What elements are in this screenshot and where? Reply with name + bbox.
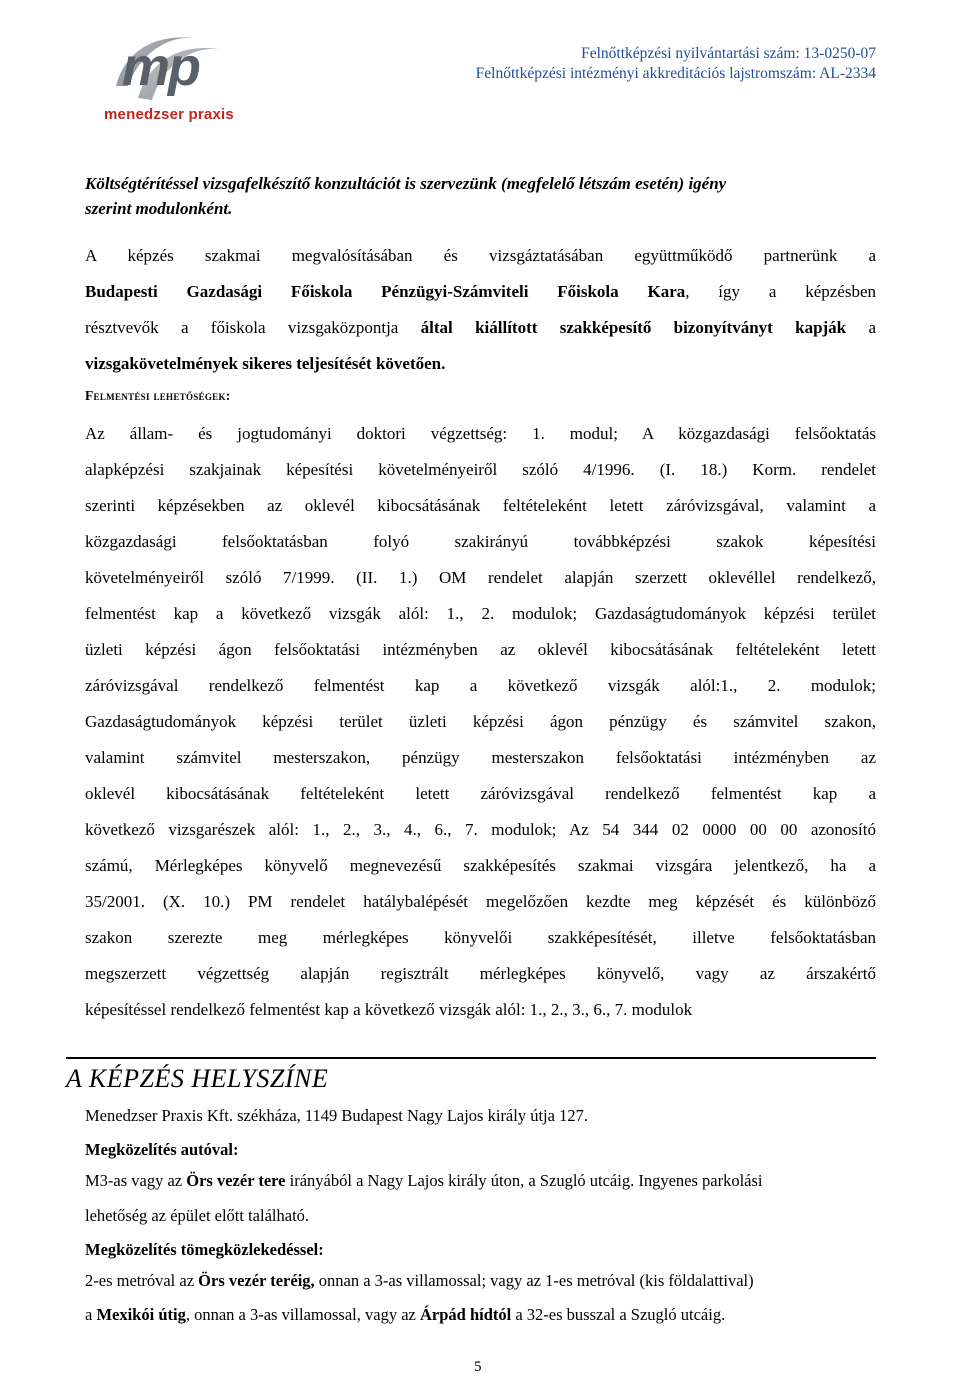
transit-landmark: Mexikói útig [96, 1305, 186, 1324]
partner-text: a [846, 318, 876, 337]
partner-line [85, 346, 876, 382]
exemption-paragraph [85, 416, 876, 1028]
exemption-line: Gazdaságtudományok képzési terület üzleti képzési ágon pénzügy és számvitel szakon, [85, 712, 876, 731]
location-address: Menedzser Praxis Kft. székháza, 1149 Budapest Nagy Lajos király útja 127. [85, 1106, 588, 1125]
page-number: 5 [474, 1359, 482, 1375]
exemption-line: alapképzési szakjainak képesítési követelményeiről szóló 4/1996. (I. 18.) Korm. rendelet [85, 460, 876, 479]
section-divider [66, 1057, 876, 1059]
exemption-line: megszerzett végzettség alapján regisztrált mérlegképes könyvelő, vagy az árszakértő [85, 964, 876, 983]
exemption-line: következő vizsgarészek alól: 1., 2., 3., 4., 6., 7. modulok; Az 54 344 02 0000 00 00 azonosító [85, 820, 876, 839]
partner-line [85, 310, 876, 346]
transit-directions-line [85, 1306, 876, 1324]
car-landmark: Örs vezér tere [186, 1171, 286, 1190]
logo-brand-text: menedzser praxis [104, 106, 234, 123]
registration-number: Felnőttképzési nyilvántartási szám: 13-0250-07 [581, 45, 876, 62]
car-text: irányából a Nagy Lajos király úton, a Szugló utcáig. Ingyenes parkolási [285, 1171, 763, 1190]
exemption-line: számú, Mérlegképes könyvelő megnevezésű szakképesítés szakmai vizsgára jelentkező, ha a [85, 856, 876, 875]
car-text: M3-as vagy az [85, 1171, 187, 1190]
car-directions-line: lehetőség az épület előtt található. [85, 1206, 310, 1225]
partner-text: , így a képzésben [685, 282, 876, 301]
partner-paragraph [85, 238, 876, 382]
car-directions-line [85, 1172, 876, 1190]
partner-line: A képzés szakmai megvalósításában és vizsgáztatásában együttműködő partnerünk a [85, 246, 876, 265]
consultation-note [85, 171, 876, 221]
exemption-line: üzleti képzési ágon felsőoktatási intézményben az oklevél kibocsátásának feltételeként letett [85, 640, 876, 659]
exemption-line: oklevél kibocsátásának feltételeként letett záróvizsgával rendelkező felmentést kap a [85, 784, 876, 803]
transit-text: 2-es metróval az [85, 1271, 199, 1290]
transit-directions-line [85, 1272, 876, 1290]
transit-landmark: Örs vezér teréig, [198, 1271, 315, 1290]
exemption-line: közgazdasági felsőoktatásban folyó szakirányú továbbképzési szakok képesítési [85, 532, 876, 551]
exemption-line: követelményeiről szóló 7/1999. (II. 1.) OM rendelet alapján szerzett oklevéllel rendelkező, [85, 568, 876, 587]
exemption-line: felmentést kap a következő vizsgák alól: 1., 2. modulok; Gazdaságtudományok képzési terület [85, 604, 876, 623]
location-title: A KÉPZÉS HELYSZÍNE [66, 1064, 329, 1093]
partner-line [85, 274, 876, 310]
exemption-line: szerinti képzésekben az oklevél kibocsátásának feltételeként letett záróvizsgával, valamint a [85, 496, 876, 515]
accreditation-number: Felnőttképzési intézményi akkreditációs lajstromszám: AL-2334 [475, 65, 876, 82]
registration-info [476, 44, 876, 84]
consultation-note-line: szerint modulonként. [85, 199, 233, 218]
partner-certificate: által kiállított szakképesítő bizonyítványt kapják [420, 318, 847, 337]
exemption-line: záróvizsgával rendelkező felmentést kap a következő vizsgák alól:1., 2. modulok; [85, 676, 876, 695]
exemption-line: szakon szerezte meg mérlegképes könyvelői szakképesítését, illetve felsőoktatásban [85, 928, 876, 947]
exemption-heading: Felmentési lehetőségek: [85, 388, 231, 403]
partner-text: résztvevők a főiskola vizsgaközpontja [85, 318, 421, 337]
exemption-line: képesítéssel rendelkező felmentést kap a következő vizsgák alól: 1., 2., 3., 6., 7. modulok [85, 1000, 693, 1019]
transit-heading-text: Megközelítés tömegközlekedéssel: [85, 1240, 324, 1259]
transit-landmark: Árpád hídtól [419, 1305, 512, 1324]
car-heading-text: Megközelítés autóval: [85, 1140, 239, 1159]
partner-condition: vizsgakövetelmények sikeres teljesítését követően. [85, 354, 446, 373]
transit-heading [85, 1241, 876, 1259]
exemption-line: valamint számvitel mesterszakon, pénzügy mesterszakon felsőoktatási intézményben az [85, 748, 876, 767]
car-heading [85, 1141, 876, 1159]
logo-initials: mp [122, 37, 199, 97]
transit-text: a 32-es busszal a Szugló utcáig. [511, 1305, 726, 1324]
exemption-line: 35/2001. (X. 10.) PM rendelet hatálybalépését megelőzően kezdte meg képzését és különböző [85, 892, 876, 911]
consultation-note-line: Költségtérítéssel vizsgafelkészítő konzultációt is szervezünk (megfelelő létszám esetén) igény [85, 174, 727, 193]
transit-text: a [85, 1305, 97, 1324]
transit-text: , onnan a 3-as villamossal, vagy az [185, 1305, 420, 1324]
partner-institution: Budapesti Gazdasági Főiskola Pénzügyi-Számviteli Főiskola Kara [85, 282, 686, 301]
transit-text: onnan a 3-as villamossal; vagy az 1-es metróval (kis földalattival) [314, 1271, 754, 1290]
exemption-line: Az állam- és jogtudományi doktori végzettség: 1. modul; A közgazdasági felsőoktatás [85, 424, 876, 443]
